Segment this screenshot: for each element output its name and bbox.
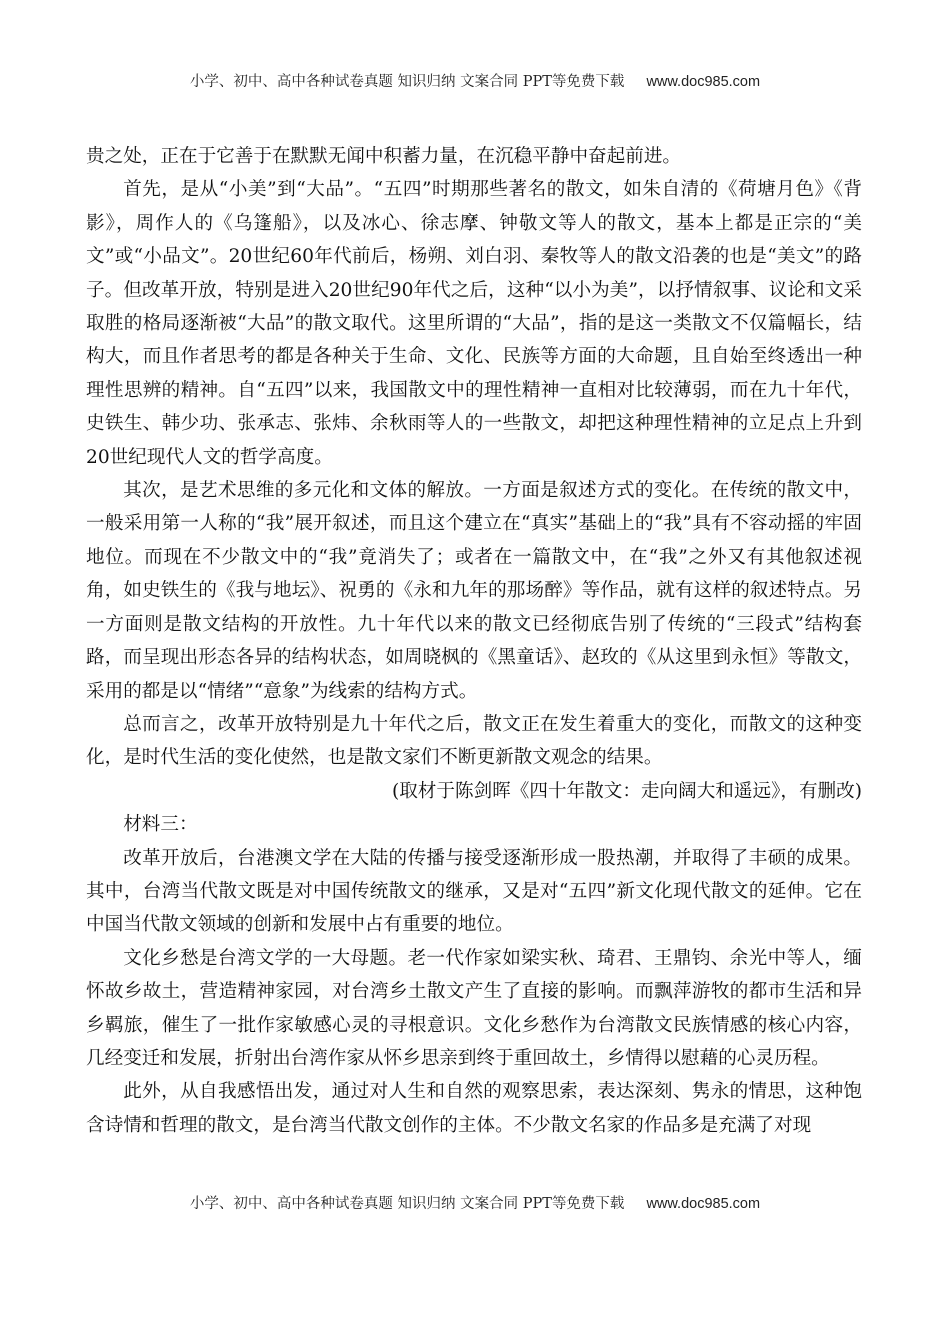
paragraph-first-change: 首先，是从“小美”到“大品”。“五四”时期那些著名的散文，如朱自清的《荷塘月色》《背影》，周作人的《乌篷船》，以及冰心、徐志摩、钟敬文等人的散文，基本上都是正宗的“美文”或“小品文”。20世纪60年代前后，杨朔、刘白羽、秦牧等人的散文沿袭的也是“美文”的路子。但改革开放，特别是进入20世纪90年代之后，这种“以小为美”，以抒情叙事、议论和文采取胜的格局逐渐被“大品”的散文取代。这里所谓的“大品”，指的是这一类散文不仅篇幅长，结构大，而且作者思考的都是各种关于生命、文化、民族等方面的大命题，且自始至终透出一种理性思辨的精神。自“五四”以来，我国散文中的理性精神一直相对比较薄弱，而在九十年代，史铁生、韩少功、张承志、张炜、余秋雨等人的一些散文，却把这种理性精神的立足点上升到20世纪现代人文的哲学高度。	[86, 179, 862, 468]
paragraph-second-change: 其次，是艺术思维的多元化和文体的解放。一方面是叙述方式的变化。在传统的散文中，一般采用第一人称的“我”展开叙述，而且这个建立在“真实”基础上的“我”具有不容动摇的牢固地位。而现在不少散文中的“我”竟消失了；或者在一篇散文中，在“我”之外又有其他叙述视角，如史铁生的《我与地坛》、祝勇的《永和九年的那场醉》等作品，就有这样的叙述特点。另一方面则是散文结构的开放性。九十年代以来的散文已经彻底告别了传统的“三段式”结构套路，而呈现出形态各异的结构状态，如周晓枫的《黑童话》、赵玫的《从这里到永恒》等散文，采用的都是以“情绪”“意象”为线索的结构方式。	[86, 480, 862, 702]
footer-text: 小学、初中、高中各种试卷真题 知识归纳 文案合同 PPT等免费下载	[189, 1196, 625, 1212]
paragraph-continuation: 贵之处，正在于它善于在默默无闻中积蓄力量，在沉稳平静中奋起前进。	[86, 146, 682, 167]
paragraph-taiwan-intro: 改革开放后，台港澳文学在大陆的传播与接受逐渐形成一股热潮，并取得了丰硕的成果。其中，台湾当代散文既是对中国传统散文的继承，又是对“五四”新文化现代散文的延伸。它在中国当代散文领域的创新和发展中占有重要的地位。	[86, 847, 862, 936]
page-footer	[0, 1192, 950, 1213]
page-header	[0, 70, 950, 91]
paragraph-conclusion: 总而言之，改革开放特别是九十年代之后，散文正在发生着重大的变化，而散文的这种变化，是时代生活的变化使然，也是散文家们不断更新散文观念的结果。	[86, 713, 862, 769]
paragraph-philosophical-prose: 此外，从自我感悟出发，通过对人生和自然的观察思索，表达深刻、隽永的情思，这种饱含诗情和哲理的散文，是台湾当代散文创作的主体。不少散文名家的作品多是充满了对现	[86, 1081, 862, 1136]
document-body	[86, 140, 862, 1142]
source-citation: (取材于陈剑晖《四十年散文：走向阔大和遥远》，有删改)	[391, 780, 862, 802]
header-text: 小学、初中、高中各种试卷真题 知识归纳 文案合同 PPT等免费下载	[189, 74, 625, 90]
material-three-heading: 材料三：	[123, 814, 198, 836]
footer-site-link[interactable]: www.doc985.com	[646, 1196, 761, 1212]
paragraph-cultural-nostalgia: 文化乡愁是台湾文学的一大母题。老一代作家如梁实秋、琦君、王鼎钧、余光中等人，缅怀故乡故土，营造精神家园，对台湾乡土散文产生了直接的影响。而飘萍游牧的都市生活和异乡羁旅，催生了一批作家敏感心灵的寻根意识。文化乡愁作为台湾散文民族情感的核心内容，几经变迁和发展，折射出台湾作家从怀乡思亲到终于重回故土，乡情得以慰藉的心灵历程。	[86, 947, 862, 1069]
header-site-link[interactable]: www.doc985.com	[646, 74, 761, 90]
